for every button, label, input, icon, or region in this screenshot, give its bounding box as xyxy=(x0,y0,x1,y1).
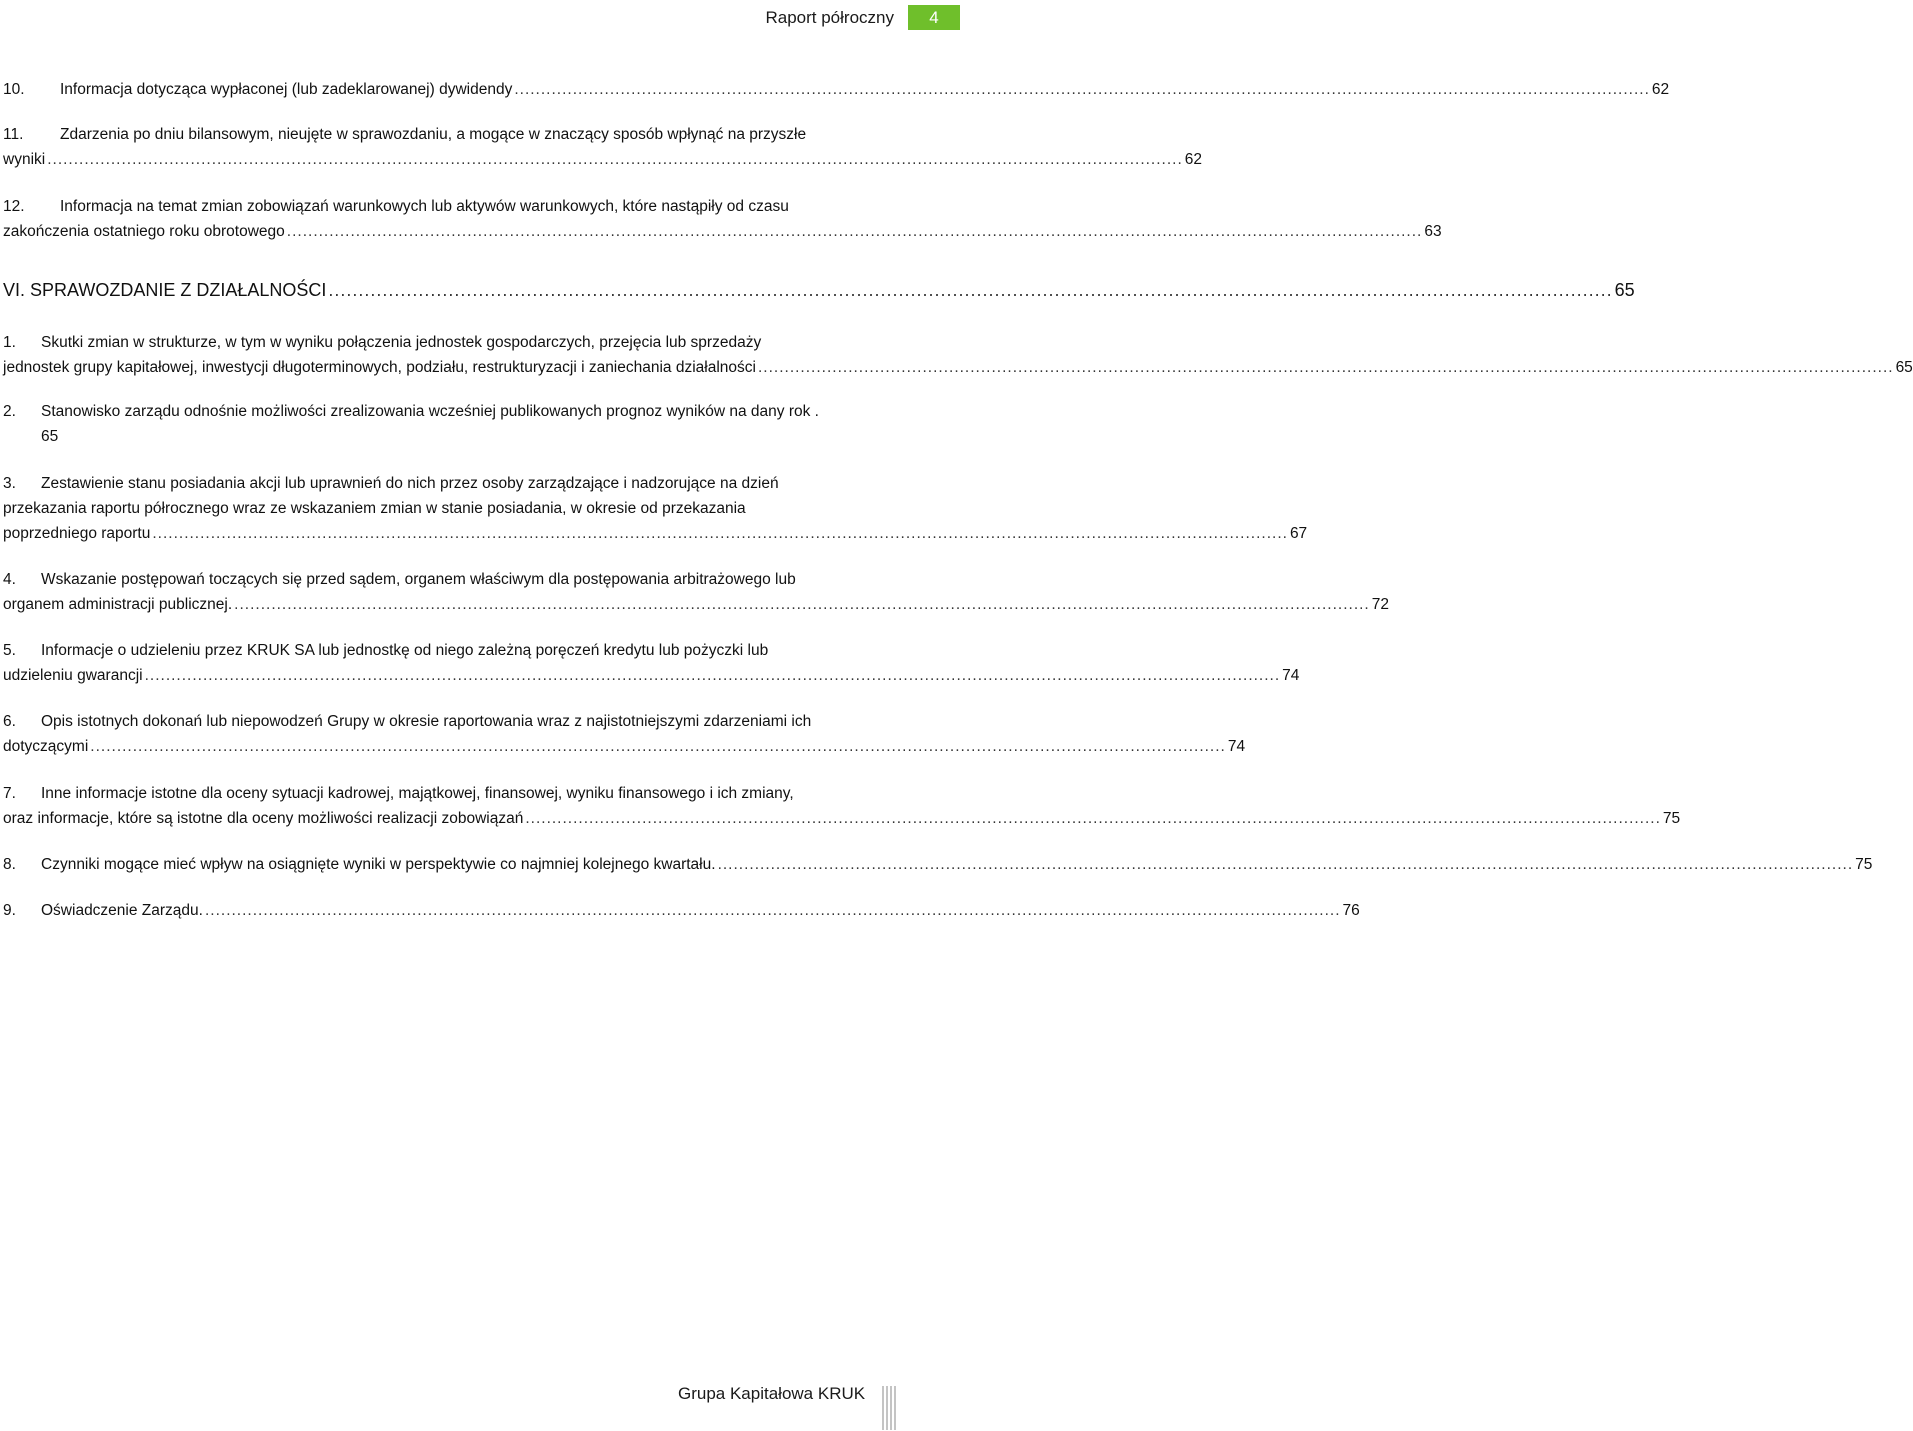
toc-number: 11. xyxy=(3,126,24,143)
toc-text: Stanowisko zarządu odnośnie możliwości zrealizowania wcześniej publikowanych prognoz wyników na dany rok . xyxy=(41,403,819,420)
toc-entry-8[interactable] xyxy=(3,852,1873,877)
toc-entry-7[interactable] xyxy=(3,781,1681,831)
toc-page: 75 xyxy=(1855,856,1873,873)
toc-text: Opis istotnych dokonań lub niepowodzeń Grupy w okresie raportowania wraz z najistotniejszymi zdarzeniami ich xyxy=(41,713,812,730)
toc-text-cont: oraz informacje, które są istotne dla oceny możliwości realizacji zobowiązań xyxy=(3,810,524,827)
toc-page: 65 xyxy=(1895,359,1913,376)
toc-text: Skutki zmian w strukturze, w tym w wyniku połączenia jednostek gospodarczych, przejęcia lub sprzedaży xyxy=(41,334,762,351)
toc-page: 63 xyxy=(1424,223,1442,240)
header-title: Raport półroczny xyxy=(765,8,894,27)
toc-entry-9[interactable] xyxy=(3,898,1360,923)
toc-text: Wskazanie postępowań toczących się przed sądem, organem właściwym dla postępowania arbitrażowego lub xyxy=(41,571,796,588)
leader-dots: ...................................................................................................................................................................................................................... xyxy=(514,81,1650,98)
leader-dots: ...................................................................................................................................................................................................................... xyxy=(144,667,1281,684)
toc-entry-12[interactable] xyxy=(3,194,1442,244)
leader-dots: ...................................................................................................................................................................................................................... xyxy=(234,596,1370,613)
toc-number: 2. xyxy=(3,403,16,420)
toc-text-cont: jednostek grupy kapitałowej, inwestycji długoterminowych, podziału, restrukturyzacji i zaniechania działalności xyxy=(3,359,756,376)
toc-text-cont: organem administracji publicznej. xyxy=(3,596,233,613)
toc-entry-1[interactable] xyxy=(3,330,1913,380)
leader-dots: ...................................................................................................................................................................................................................... xyxy=(717,856,1854,873)
leader-dots: ...................................................................................................................................................................................................................... xyxy=(525,810,1661,827)
toc-page: 72 xyxy=(1371,596,1389,613)
toc-entry-5[interactable] xyxy=(3,638,1300,688)
leader-dots: ...................................................................................................................................................................................................................... xyxy=(286,223,1423,240)
leader-dots: ...................................................................................................................................................................................................................... xyxy=(90,738,1226,755)
leader-dots: ...................................................................................................................................................................................................................... xyxy=(328,280,1613,300)
toc-entry-11[interactable] xyxy=(3,122,1203,172)
toc-text: Informacje o udzieleniu przez KRUK SA lub jednostkę od niego zależną poręczeń kredytu lub pożyczki lub xyxy=(41,642,769,659)
toc-text-cont: dotyczącymi xyxy=(3,738,89,755)
toc-text: Czynniki mogące mieć wpływ na osiągnięte wyniki w perspektywie co najmniej kolejnego kwartału. xyxy=(41,856,716,873)
toc-page: 74 xyxy=(1227,738,1246,755)
footer-company-name: Grupa Kapitałowa KRUK xyxy=(678,1384,866,1403)
toc-number: 1. xyxy=(3,334,16,351)
toc-entry-4[interactable] xyxy=(3,567,1389,617)
leader-dots: ...................................................................................................................................................................................................................... xyxy=(152,525,1288,542)
toc-number: 6. xyxy=(3,713,16,730)
toc-number: 7. xyxy=(3,785,16,802)
toc-number: 8. xyxy=(3,856,16,873)
toc-text-cont: wyniki xyxy=(3,151,46,168)
toc-text: Informacja na temat zmian zobowiązań warunkowych lub aktywów warunkowych, które nastąpiły od czasu xyxy=(60,198,789,215)
leader-dots: ...................................................................................................................................................................................................................... xyxy=(47,151,1183,168)
toc-page: 75 xyxy=(1662,810,1681,827)
toc-page: 74 xyxy=(1282,667,1300,684)
toc-page: 62 xyxy=(1184,151,1203,168)
toc-entry-2[interactable] xyxy=(3,399,859,449)
leader-dots: ...................................................................................................................................................................................................................... xyxy=(204,902,1341,919)
toc-text: Oświadczenie Zarządu. xyxy=(41,902,203,919)
toc-text-cont: udzieleniu gwarancji xyxy=(3,667,143,684)
toc-text: Informacja dotycząca wypłaconej (lub zadeklarowanej) dywidendy xyxy=(60,81,513,98)
toc-text: Inne informacje istotne dla oceny sytuacji kadrowej, majątkowej, finansowej, wyniku finansowego i ich zmiany, xyxy=(41,785,794,802)
toc-page: 65 xyxy=(1614,280,1635,300)
toc-number: 10. xyxy=(3,81,25,98)
toc-number: 4. xyxy=(3,571,16,588)
toc-entry-10[interactable] xyxy=(3,77,1670,102)
toc-text: Zdarzenia po dniu bilansowym, nieujęte w sprawozdaniu, a mogące w znaczący sposób wpłynąć na przyszłe xyxy=(60,126,807,143)
toc-page: 67 xyxy=(1289,525,1308,542)
toc-page: 65 xyxy=(41,428,59,445)
toc-page: 62 xyxy=(1651,81,1670,98)
toc-number: 9. xyxy=(3,902,16,919)
toc-entry-6[interactable] xyxy=(3,709,1246,759)
toc-section-vi[interactable] xyxy=(3,278,1635,303)
toc-page: 76 xyxy=(1342,902,1360,919)
toc-number: 3. xyxy=(3,475,16,492)
toc-text-cont: zakończenia ostatniego roku obrotowego xyxy=(3,223,285,240)
toc-number: 12. xyxy=(3,198,25,215)
toc-entry-3[interactable] xyxy=(3,471,1308,546)
toc-text-cont: przekazania raportu półrocznego wraz ze wskazaniem zmian w stanie posiadania, w okresie od przekazania xyxy=(3,500,746,517)
toc-text: Zestawienie stanu posiadania akcji lub uprawnień do nich przez osoby zarządzające i nadzorujące na dzień xyxy=(41,475,779,492)
page-number-badge: 4 xyxy=(908,5,960,30)
toc-text-cont: poprzedniego raportu xyxy=(3,525,151,542)
toc-number: 5. xyxy=(3,642,16,659)
footer-decoration-lines xyxy=(881,1386,897,1430)
section-title: VI. SPRAWOZDANIE Z DZIAŁALNOŚCI xyxy=(3,280,327,300)
leader-dots: ...................................................................................................................................................................................................................... xyxy=(757,359,1894,376)
